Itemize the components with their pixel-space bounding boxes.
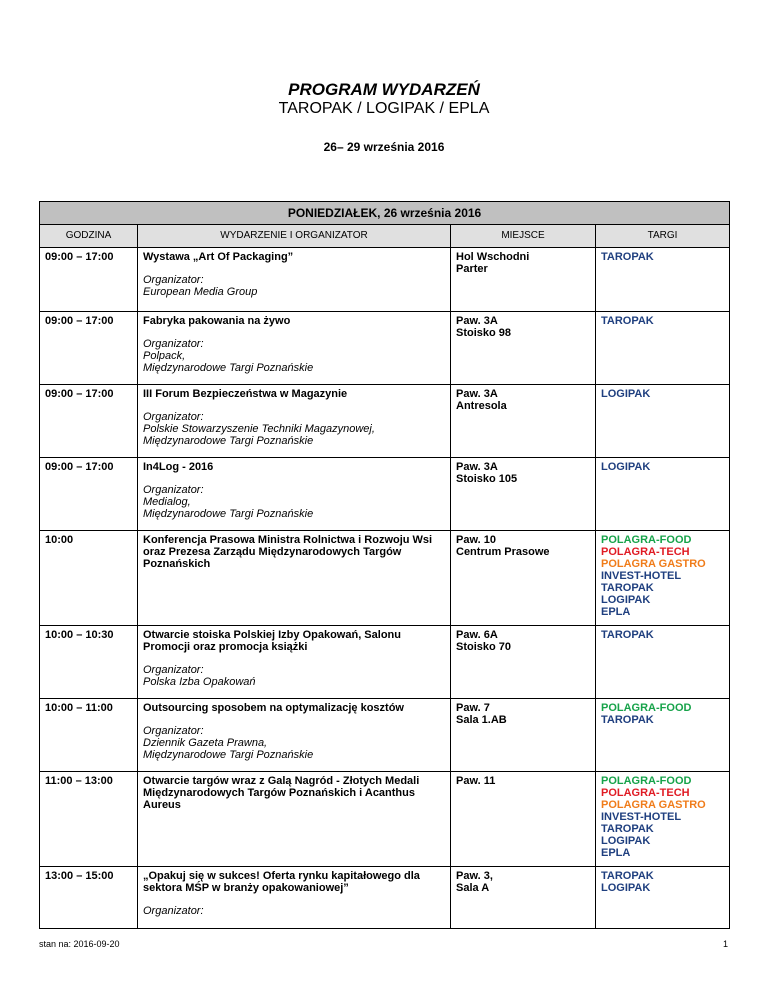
place-line: Paw. 3A — [456, 388, 498, 400]
fair-label: LOGIPAK — [601, 594, 651, 606]
fair-label: POLAGRA-FOOD — [601, 534, 692, 546]
place-line: Paw. 3A — [456, 315, 498, 327]
event-place — [451, 772, 596, 867]
fair-label: LOGIPAK — [601, 388, 651, 400]
event-cell — [138, 312, 451, 385]
table-row — [40, 699, 730, 772]
column-header-time: GODZINA — [40, 225, 138, 248]
organizer-block — [143, 411, 445, 447]
organizer-label: Organizator: — [143, 338, 204, 350]
event-time: 10:00 – 11:00 — [40, 699, 138, 772]
table-row — [40, 531, 730, 626]
event-cell — [138, 458, 451, 531]
table-row — [40, 772, 730, 867]
schedule-table — [39, 201, 730, 929]
event-cell — [138, 699, 451, 772]
organizer-name: Międzynarodowe Targi Poznańskie — [143, 749, 314, 761]
organizer-name: Dziennik Gazeta Prawna, — [143, 737, 268, 749]
event-fairs — [596, 531, 730, 626]
fair-label: TAROPAK — [601, 714, 654, 726]
event-cell — [138, 248, 451, 312]
organizer-name: Międzynarodowe Targi Poznańskie — [143, 435, 314, 447]
event-place — [451, 626, 596, 699]
organizer-block — [143, 905, 445, 917]
event-cell — [138, 626, 451, 699]
event-time: 09:00 – 17:00 — [40, 385, 138, 458]
event-cell — [138, 531, 451, 626]
fair-label: POLAGRA-TECH — [601, 546, 690, 558]
place-line: Stoisko 105 — [456, 473, 518, 485]
organizer-name: Międzynarodowe Targi Poznańskie — [143, 362, 314, 374]
event-time: 10:00 – 10:30 — [40, 626, 138, 699]
event-fairs — [596, 385, 730, 458]
place-line: Antresola — [456, 400, 507, 412]
event-title: Otwarcie stoiska Polskiej Izby Opakowań, Salonu Promocji oraz promocja książki — [143, 629, 401, 653]
place-line: Paw. 3A — [456, 461, 498, 473]
event-title: In4Log - 2016 — [143, 461, 214, 473]
place-line: Paw. 11 — [456, 775, 496, 787]
fair-label: POLAGRA-TECH — [601, 787, 690, 799]
page-number: 1 — [722, 939, 728, 949]
fair-label: EPLA — [601, 847, 631, 859]
event-time: 09:00 – 17:00 — [40, 458, 138, 531]
column-header-place: MIEJSCE — [451, 225, 596, 248]
fair-label: TAROPAK — [601, 823, 654, 835]
organizer-label: Organizator: — [143, 725, 204, 737]
event-fairs — [596, 248, 730, 312]
column-header-fair: TARGI — [596, 225, 730, 248]
event-title: Wystawa „Art Of Packaging” — [143, 251, 294, 263]
fair-label: POLAGRA GASTRO — [601, 799, 706, 811]
organizer-name: Polpack, — [143, 350, 186, 362]
organizer-name: European Media Group — [143, 286, 258, 298]
event-title: Otwarcie targów wraz z Galą Nagród - Złotych Medali Międzynarodowych Targów Poznańskich i Acanthus Aureus — [143, 775, 420, 811]
event-time: 13:00 – 15:00 — [40, 867, 138, 929]
table-row — [40, 248, 730, 312]
place-line: Parter — [456, 263, 488, 275]
organizer-block — [143, 725, 445, 761]
place-line: Paw. 6A — [456, 629, 498, 641]
organizer-block — [143, 274, 445, 298]
fair-label: POLAGRA-FOOD — [601, 702, 692, 714]
event-title: „Opakuj się w sukces! Oferta rynku kapitałowego dla sektora MŚP w branży opakowaniowej” — [143, 870, 420, 894]
event-time: 11:00 – 13:00 — [40, 772, 138, 867]
fair-label: INVEST-HOTEL — [601, 811, 682, 823]
event-place — [451, 867, 596, 929]
event-fairs — [596, 867, 730, 929]
event-fairs — [596, 458, 730, 531]
schedule-body — [40, 248, 730, 929]
page-title: PROGRAM WYDARZEŃ — [288, 80, 480, 99]
organizer-label: Organizator: — [143, 274, 204, 286]
fair-label: LOGIPAK — [601, 835, 651, 847]
table-row — [40, 626, 730, 699]
event-place — [451, 312, 596, 385]
fair-label: POLAGRA GASTRO — [601, 558, 706, 570]
organizer-name: Medialog, — [143, 496, 191, 508]
event-title: Konferencja Prasowa Ministra Rolnictwa i Rozwoju Wsi oraz Prezesa Zarządu Międzynarodowych Targów Poznańskich — [143, 534, 433, 570]
fair-label: EPLA — [601, 606, 631, 618]
organizer-name: Polskie Stowarzyszenie Techniki Magazynowej, — [143, 423, 375, 435]
event-time: 09:00 – 17:00 — [40, 248, 138, 312]
place-line: Stoisko 98 — [456, 327, 512, 339]
event-dates: 26– 29 września 2016 — [323, 140, 445, 154]
table-row — [40, 458, 730, 531]
organizer-name: Polska Izba Opakowań — [143, 676, 256, 688]
event-fairs — [596, 626, 730, 699]
column-header-event: WYDARZENIE I ORGANIZATOR — [138, 225, 451, 248]
event-title: III Forum Bezpieczeństwa w Magazynie — [143, 388, 348, 400]
place-line: Centrum Prasowe — [456, 546, 550, 558]
fair-label: TAROPAK — [601, 315, 654, 327]
event-title: Fabryka pakowania na żywo — [143, 315, 291, 327]
organizer-block — [143, 664, 445, 688]
fair-label: TAROPAK — [601, 251, 654, 263]
place-line: Paw. 3, — [456, 870, 493, 882]
organizer-label: Organizator: — [143, 484, 204, 496]
fair-label: TAROPAK — [601, 870, 654, 882]
organizer-block — [143, 484, 445, 520]
event-title: Outsourcing sposobem na optymalizację kosztów — [143, 702, 404, 714]
place-line: Stoisko 70 — [456, 641, 512, 653]
table-row — [40, 312, 730, 385]
place-line: Hol Wschodni — [456, 251, 530, 263]
fair-label: TAROPAK — [601, 582, 654, 594]
fair-label: INVEST-HOTEL — [601, 570, 682, 582]
event-cell — [138, 385, 451, 458]
event-place — [451, 458, 596, 531]
event-time: 10:00 — [40, 531, 138, 626]
place-line: Sala A — [456, 882, 490, 894]
place-line: Paw. 7 — [456, 702, 490, 714]
place-line: Sala 1.AB — [456, 714, 507, 726]
organizer-label: Organizator: — [143, 905, 204, 917]
day-header: PONIEDZIAŁEK, 26 września 2016 — [40, 202, 730, 225]
fair-label: LOGIPAK — [601, 461, 651, 473]
event-place — [451, 531, 596, 626]
organizer-block — [143, 338, 445, 374]
organizer-name: Międzynarodowe Targi Poznańskie — [143, 508, 314, 520]
fair-label: TAROPAK — [601, 629, 654, 641]
organizer-label: Organizator: — [143, 664, 204, 676]
event-place — [451, 248, 596, 312]
event-cell — [138, 772, 451, 867]
fair-label: POLAGRA-FOOD — [601, 775, 692, 787]
fair-label: LOGIPAK — [601, 882, 651, 894]
table-row — [40, 867, 730, 929]
organizer-label: Organizator: — [143, 411, 204, 423]
event-cell — [138, 867, 451, 929]
place-line: Paw. 10 — [456, 534, 496, 546]
page-subtitle: TAROPAK / LOGIPAK / EPLA — [278, 100, 490, 117]
event-place — [451, 699, 596, 772]
event-fairs — [596, 312, 730, 385]
event-fairs — [596, 772, 730, 867]
event-place — [451, 385, 596, 458]
event-fairs — [596, 699, 730, 772]
event-time: 09:00 – 17:00 — [40, 312, 138, 385]
footer-date: stan na: 2016-09-20 — [39, 939, 120, 949]
table-row — [40, 385, 730, 458]
